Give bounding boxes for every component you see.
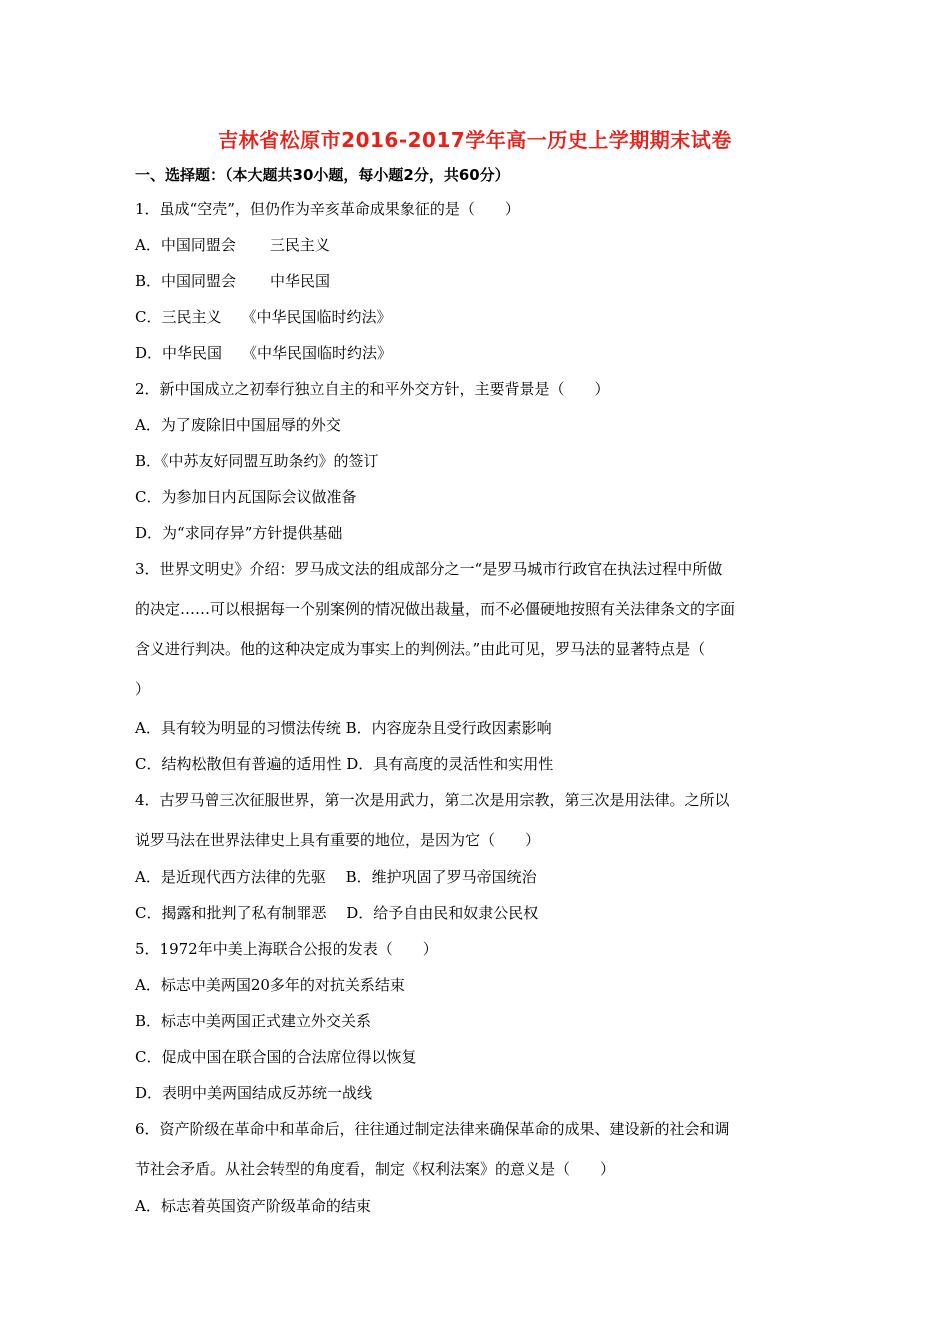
document-title: 吉林省松原市2016-2017学年高一历史上学期期末试卷 xyxy=(218,128,732,152)
question-5-option-d: D．表明中美两国结成反苏统一战线 xyxy=(135,1084,373,1102)
question-3-options-ab: A．具有较为明显的习惯法传统 B．内容庞杂且受行政因素影响 xyxy=(135,719,552,737)
question-5-stem: 5．1972年中美上海联合公报的发表（ ） xyxy=(135,940,438,958)
question-6-stem-line-1: 6．资产阶级在革命中和革命后，往往通过制定法律来确保革命的成果、建设新的社会和调 xyxy=(135,1120,730,1138)
question-2-option-b: B．《中苏友好同盟互助条约》的签订 xyxy=(135,452,379,470)
question-4-options-ab: A．是近现代西方法律的先驱 B．维护巩固了罗马帝国统治 xyxy=(135,868,537,886)
option-d-part-2: 《中华民国临时约法》 xyxy=(242,344,393,362)
question-1-option-d xyxy=(135,343,392,363)
question-6-stem-line-2: 节社会矛盾。从社会转型的角度看，制定《权利法案》的意义是（ ） xyxy=(135,1160,616,1178)
option-d-part-1: D．中华民国 xyxy=(135,344,223,362)
question-2-option-a: A．为了废除旧中国屈辱的外交 xyxy=(135,416,341,434)
option-b-part-1: B．中国同盟会 xyxy=(135,272,237,290)
option-b-part-2: 中华民国 xyxy=(270,272,331,290)
option-a-part-2: 三民主义 xyxy=(269,236,330,254)
question-2-stem: 2．新中国成立之初奉行独立自主的和平外交方针，主要背景是（ ） xyxy=(135,380,610,398)
question-4-stem-line-1: 4．古罗马曾三次征服世界，第一次是用武力，第二次是用宗教，第三次是用法律。之所以 xyxy=(135,791,730,809)
question-2-option-d: D．为“求同存异”方针提供基础 xyxy=(135,524,343,542)
question-2-option-c: C．为参加日内瓦国际会议做准备 xyxy=(135,488,357,506)
question-3-options-cd: C．结构松散但有普遍的适用性 D．具有高度的灵活性和实用性 xyxy=(135,755,554,773)
section-heading: 一、选择题：（本大题共30小题，每小题2分，共60分） xyxy=(135,166,510,184)
question-4-stem-line-2: 说罗马法在世界法律史上具有重要的地位，是因为它（ ） xyxy=(135,831,541,849)
question-3-stem-line-1: 3．世界文明史》介绍：罗马成文法的组成部分之一“是罗马城市行政官在执法过程中所做 xyxy=(135,560,723,578)
option-c-part-2: 《中华民国临时约法》 xyxy=(241,308,392,326)
question-3-stem-line-4: ） xyxy=(135,680,151,698)
question-1-option-c xyxy=(135,307,392,327)
question-1-option-a xyxy=(135,235,330,255)
option-a-part-1: A．中国同盟会 xyxy=(135,236,236,254)
question-4-options-cd: C．揭露和批判了私有制罪恶 D．给予自由民和奴隶公民权 xyxy=(135,904,539,922)
question-3-stem-line-3: 含义进行判决。他的这种决定成为事实上的判例法。”由此可见，罗马法的显著特点是（ xyxy=(135,640,706,658)
question-3-stem-line-2: 的决定……可以根据每一个别案例的情况做出裁量，而不必僵硬地按照有关法律条文的字面 xyxy=(135,600,736,618)
question-5-option-c: C．促成中国在联合国的合法席位得以恢复 xyxy=(135,1048,417,1066)
question-6-option-a: A．标志着英国资产阶级革命的结束 xyxy=(135,1197,371,1215)
question-1-option-b xyxy=(135,271,330,291)
question-1-stem: 1．虽成“空壳”，但仍作为辛亥革命成果象征的是（ ） xyxy=(135,200,520,218)
question-5-option-b: B．标志中美两国正式建立外交关系 xyxy=(135,1012,372,1030)
question-5-option-a: A．标志中美两国20多年的对抗关系结束 xyxy=(135,976,405,994)
option-c-part-1: C．三民主义 xyxy=(135,308,222,326)
